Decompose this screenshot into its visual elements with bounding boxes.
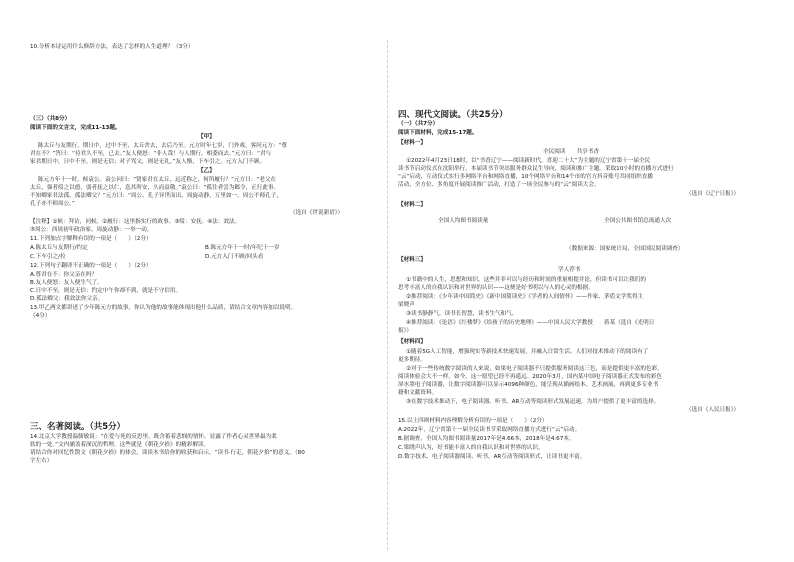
question-14: 14.北京大学教授温儒敏说：“在爱与死的反思里，既含蓄着悲悯的情怀，显露了作者心灵世界最为柔	[30, 434, 277, 440]
material-3-label: 【材料三】	[398, 257, 426, 263]
q15-option-a: A.2022年，辽宁省第十一届全民读书节采取网络直播方式进行“云”启动。	[398, 427, 581, 433]
part3-title: （三）（共8分）	[30, 116, 71, 122]
material-4-label: 【材料四】	[398, 339, 426, 345]
question-13: （4分）	[30, 313, 51, 319]
question-12: 12.下列句子翻译不正确的一项是（ ）（2分）	[30, 263, 152, 269]
passage-jia-label: 【甲】	[198, 134, 215, 140]
material-2-source: （数据来源：国家统计局、全国国民阅读调查）	[566, 246, 684, 252]
material-1-line: “云”启动，互动仪式实行多网络平台和网络直播，10个网络平台和14个市的官方抖音账号共同组织直播	[398, 174, 653, 180]
q11-option-d: D.元方入门不顾/回头看	[205, 254, 264, 260]
part3b-title: 三、名著阅读。（共5分）	[30, 422, 126, 432]
q15-option-d: D.数字技术、电子阅读器阅读、听书、AR互动等阅读形式，让读书更丰富。	[398, 454, 586, 460]
passage-jia-line: 家君期日中，日中不至，则是无信；对子骂父，则是无礼。”友人惭，下车引之。元方入门不顾。	[30, 159, 266, 165]
material-4-source: （选自《人民日报》）	[686, 407, 740, 413]
material-3-line: 报》）	[398, 328, 412, 334]
q11-option-a: A.陈太丘与友期行/约定	[30, 245, 88, 251]
passage-yi-line: 孔子亦不师周公。”	[30, 201, 75, 207]
material-1-line: 活动，全方位、多角度开展阅读推广活动，打造了一场全民参与的“云”阅读大会。	[398, 182, 600, 188]
passage-notes: ⑤周公：西周初年政治家。周旋动静：一举一动。	[30, 227, 153, 233]
passage-jia-line: 君在不？”答曰：“待君久不至，已去。”友人便怒：“非人哉！与人期行，相委而去。”元方曰：“君与	[30, 151, 272, 157]
question-15: 15.以上四则材料内容理解分析有误的一项是（ ）（2分）	[398, 418, 548, 424]
question-14: 软的一处。”文内涵盖着深沉的哲理，这些就是《朝花夕拾》的精彩解读。	[30, 442, 210, 448]
material-3-line: 思考丰富人的自我认识和对世界的认识——这便是好书明以与人的心灵的根据。	[398, 285, 594, 291]
passage-yi-label: 【乙】	[198, 168, 215, 174]
material-1-label: 【材料一】	[398, 140, 426, 146]
q11-option-c: C.下车引之/拉	[30, 254, 66, 260]
question-13: 13.甲乙两文都讲述了少年陈元方的故事，你认为他的故事能体现出他什么品质，请结合文章内容加以说明。	[30, 305, 297, 311]
material-3-line: ④推荐阅读：《论语》《红楼梦》《给孩子的历史地理》——中国人民大学教授 蒋某（选自《光明日	[406, 320, 655, 326]
material-2-chart-right-title: 全国公共图书馆总流通人次	[604, 218, 672, 224]
material-1-line: ①2022年4月23日18时，以“书香辽宁——阅读新时代，喜迎二十大”为主题的辽宁省第十一届全民	[406, 158, 651, 164]
passage-yi-line: 不知卿家君法孤，孤法卿父？”元方曰：“周公、孔子异世而出，周旋动静，万里如一。周公不师孔子，	[30, 193, 282, 199]
material-3-heading: 学人荐书	[558, 267, 581, 273]
material-4-line: 更多期待。	[398, 357, 426, 363]
material-1-heading: 全民阅读 共享书香	[543, 149, 599, 155]
q12-option-b: B.友人便怒：友人便生气了。	[30, 280, 103, 286]
passage-jia-line: 陈太丘与友期行，期日中，过中不至，太丘舍去，去后乃至。元方时年七岁，门外戏。客问元方：“尊	[38, 143, 288, 149]
material-4-line: ①随着5G人工智能，增强现实等新技术快速发展，并融入日常生活，人们对技术推动下的阅读有了	[406, 349, 649, 355]
material-4-line: ③在数字技术推动下，电子阅读器、听书、AR互动等阅读形式发展迅速，为用户提供了更丰富的选择。	[406, 399, 660, 405]
material-4-line: 籍和文献资料。	[398, 390, 438, 396]
part4-intro: 阅读下面材料，完成15-17题。	[398, 130, 478, 136]
material-1-source: （选自《辽宁日报》）	[686, 191, 740, 197]
question-14: 字左右）	[30, 458, 53, 464]
material-3-line: ③读书静静气，读书长智慧，读书生气和气。	[406, 311, 518, 317]
q12-option-d: D.孤法卿父：我效法你父亲。	[30, 296, 104, 302]
question-10: 10.分析本诗运用什么修辞方法，表达了怎样的人生道理？（3分）	[30, 44, 194, 50]
q12-option-a: A.尊君在不：你父亲在吗？	[30, 272, 98, 278]
column-divider	[387, 40, 388, 550]
material-3-line: 梁晓声	[398, 302, 415, 308]
question-14: 请结合你对回忆性散文《朝花夕拾》的体会，谈谈本书给你的收获和启示。“读书·行走，朝花夕拾”的意义。（80	[30, 450, 305, 456]
q15-option-c: C.梁晓声认为，好书能丰富人的自我认识和对世界的认识。	[398, 445, 544, 451]
part4-title: 四、现代文阅读。（共25分）	[398, 110, 508, 120]
material-4-line: 屏水墨电子阅读器，让数字阅读器可以显示4096种颜色，能呈现从插画绘本、艺术画展，再到更多专业书	[398, 382, 659, 388]
material-2-chart-left-title: 全国人均图书阅读量	[438, 218, 489, 224]
passage-source: （选自《世说新语》）	[290, 210, 344, 216]
passage-yi-line: 太丘，强者绥之以德，弱者抚之以仁，恣其所安，久而益敬。”袁公曰：“孤往者尝为邺令，正行此事。	[30, 185, 280, 191]
material-3-line: ①书籍中的人生，思想和知识，这些并非可以与经历和时间的重量相提并论，但读书可以让我们的	[406, 277, 646, 283]
passage-notes: 【注释】①候：拜访，问候。②履行：这里指实行的政事。③绥：安抚。④法：效法。	[30, 219, 241, 225]
part3-intro: 阅读下面的文言文，完成11-13题。	[30, 125, 121, 131]
question-11: 11.下列加点字解释有误的一项是（ ）（2分）	[30, 236, 152, 242]
material-3-line: ②推荐阅读：《少年读中国简史》《新中国简读史》《学者的人间情怀》——作家、茅盾文学奖得主	[406, 294, 644, 300]
q11-option-b: B.陈元方年十一时/年纪十一岁	[205, 245, 280, 251]
passage-yi-line: 陈元方年十一时，候袁公。袁公问曰：“贤家君在太丘，远近称之，何所履行？”元方曰：“老父在	[38, 177, 277, 183]
material-2-label: 【材料二】	[398, 202, 426, 208]
q12-option-c: C.日中不至，则是无信：约定中午你却不到，就是不守信用。	[30, 288, 182, 294]
q15-option-b: B.据调查，全国人均图书阅读量2017年是4.66本，2018年是4.67本。	[398, 436, 575, 442]
material-1-line: 读书节启动仪式在沈阳举行。本届读书节突出服务群众民生导向，阅读和推广主题。采取10小时的直播方式进行	[398, 166, 674, 172]
part4-subtitle: （一）（共7分）	[398, 121, 439, 127]
material-4-line: 阅读体验会大不一样。如今，这一愿望已经不再遥远。2020年3月，国内某中国电子阅读器正式发布的彩色	[398, 374, 662, 380]
material-4-line: ②对于一些传统数字阅读的人来说，如果电子阅读器不只提供服务阅读这三色，而是提供更丰富的色彩。	[406, 366, 663, 372]
